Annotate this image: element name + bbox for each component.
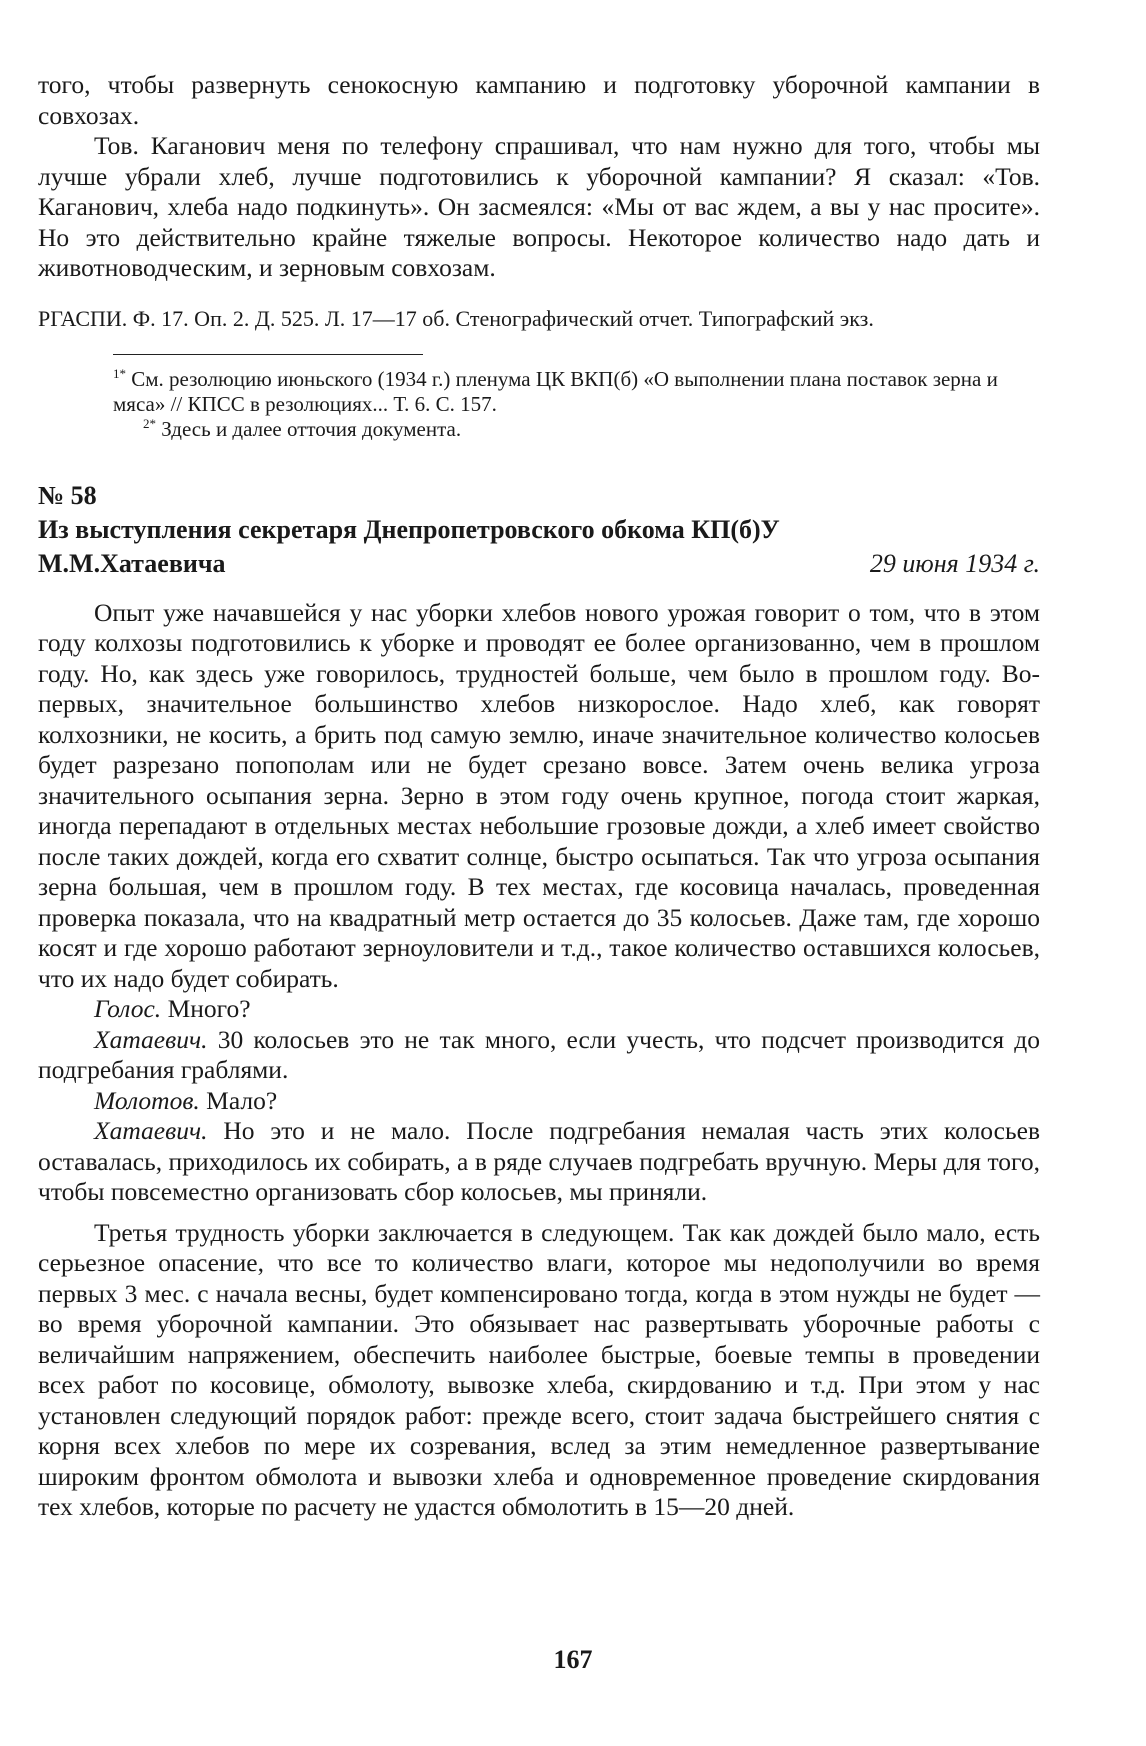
- footnote-divider: [113, 354, 423, 355]
- footnotes: [38, 367, 1040, 442]
- document-title-row: [38, 548, 1040, 580]
- remark-text: Много?: [161, 994, 251, 1023]
- document-title-line-2: М.М.Хатаевича: [38, 548, 226, 578]
- intro-paragraph-1: того, чтобы развернуть сенокосную кампанию и подготовку уборочной кампании в совхозах.: [38, 70, 1040, 130]
- speaker-name: Молотов.: [94, 1085, 200, 1115]
- remark-text: Мало?: [199, 1085, 278, 1115]
- remark-voice: [38, 994, 1040, 1025]
- remark-khataevich-2: [38, 1116, 1040, 1208]
- document-title-line-1: Из выступления секретаря Днепропетровского обкома КП(б)У: [38, 514, 780, 544]
- document-date: 29 июня 1934 г.: [869, 548, 1040, 578]
- speaker-name: Голос.: [94, 994, 162, 1023]
- body-paragraph-1: Опыт уже начавшейся у нас уборки хлебов нового урожая говорит о том, что в этом году колхозы подготовились к уборке и проводят ее более организованно, чем в прошлом году. Но, как здесь уже говорилось, трудностей больше, чем было в прошлом году. Во-первых, значительное большинство хлебов низкорослое. Надо хлеб, как говорят колхозники, не косить, а брить под самую землю, иначе значительное количество колосьев будет разрезано попополам или не будет срезано вовсе. Затем очень велика угроза значительного осыпания зерна. Зерно в этом году очень крупное, погода стоит жаркая, иногда перепадают в отдельных местах небольшие грозовые дожди, а хлеб имеет свойство после таких дождей, когда его схватит солнце, быстро осыпаться. Так что угроза осыпания зерна большая, чем в прошлом году. В тех местах, где косовица началась, проведенная проверка показала, что на квадратный метр остается до 35 колосьев. Даже там, где хорошо косят и где хорошо работают зерноуловители и т.д., такое количество оставшихся колосьев, что их надо будет собирать.: [38, 597, 1040, 993]
- footnote-2: [113, 417, 1040, 442]
- page: [38, 70, 1040, 1523]
- remark-molotov: [38, 1086, 1040, 1117]
- remark-text: 30 колосьев это не так много, если учесть, что подсчет производится до подгребания граблями.: [38, 1024, 1040, 1084]
- body-paragraph-last: Третья трудность уборки заключается в следующем. Так как дождей было мало, есть серьезное опасение, что все то количество влаги, которое мы недополучили во время первых 3 мес. с начала весны, будет компенсировано тогда, когда в этом нужды не будет — во время уборочной кампании. Это обязывает нас развертывать уборочные работы с величайшим напряжением, обеспечить наиболее быстрые, боевые темпы в проведении всех работ по косовице, обмолоту, вывозке хлеба, скирдованию и т.д. При этом у нас установлен следующий порядок работ: прежде всего, стоит задача быстрейшего снятия с корня всех хлебов по мере их созревания, вслед за этим немедленное развертывание широким фронтом обмолота и вывозки хлеба и одновременное проведение скирдования тех хлебов, которые по расчету не удастся обмолотить в 15—20 дней.: [38, 1217, 1040, 1521]
- intro-paragraph-2: Тов. Каганович меня по телефону спрашивал, что нам нужно для того, чтобы мы лучше убрали хлеб, лучше подготовились к уборочной кампании? Я сказал: «Тов. Каганович, хлеба надо подкинуть». Он засмеялся: «Мы от вас ждем, а вы у нас просите». Но это действительно крайне тяжелые вопросы. Некоторое количество надо дать и животноводческим, и зерновым совхозам.: [38, 131, 1040, 282]
- document-number: № 58: [38, 480, 97, 510]
- speaker-name: Хатаевич.: [94, 1024, 208, 1054]
- footnote-mark: 1*: [113, 365, 127, 381]
- footnote-text: См. резолюцию июньского (1934 г.) пленума ЦК ВКП(б) «О выполнении плана поставок зерна и мяса» // КПСС в резолюциях... Т. 6. С. 157.: [113, 366, 998, 416]
- footnote-text: Здесь и далее отточия документа.: [156, 416, 462, 441]
- remark-khataevich-1: [38, 1025, 1040, 1086]
- remark-text: Но это и не мало. После подгребания немалая часть этих колосьев оставалась, приходилось их собирать, а в ряде случаев подгребать вручную. Меры для того, чтобы повсеместно организовать сбор колосьев, мы приняли.: [38, 1116, 1040, 1206]
- speech-body: [38, 598, 1040, 1523]
- archival-source: РГАСПИ. Ф. 17. Оп. 2. Д. 525. Л. 17—17 об. Стенографический отчет. Типографский экз.: [38, 305, 874, 331]
- footnote-1: [113, 367, 1040, 417]
- speaker-name: Хатаевич.: [94, 1116, 208, 1145]
- footnote-mark: 2*: [143, 415, 157, 431]
- page-number: 167: [553, 1645, 593, 1674]
